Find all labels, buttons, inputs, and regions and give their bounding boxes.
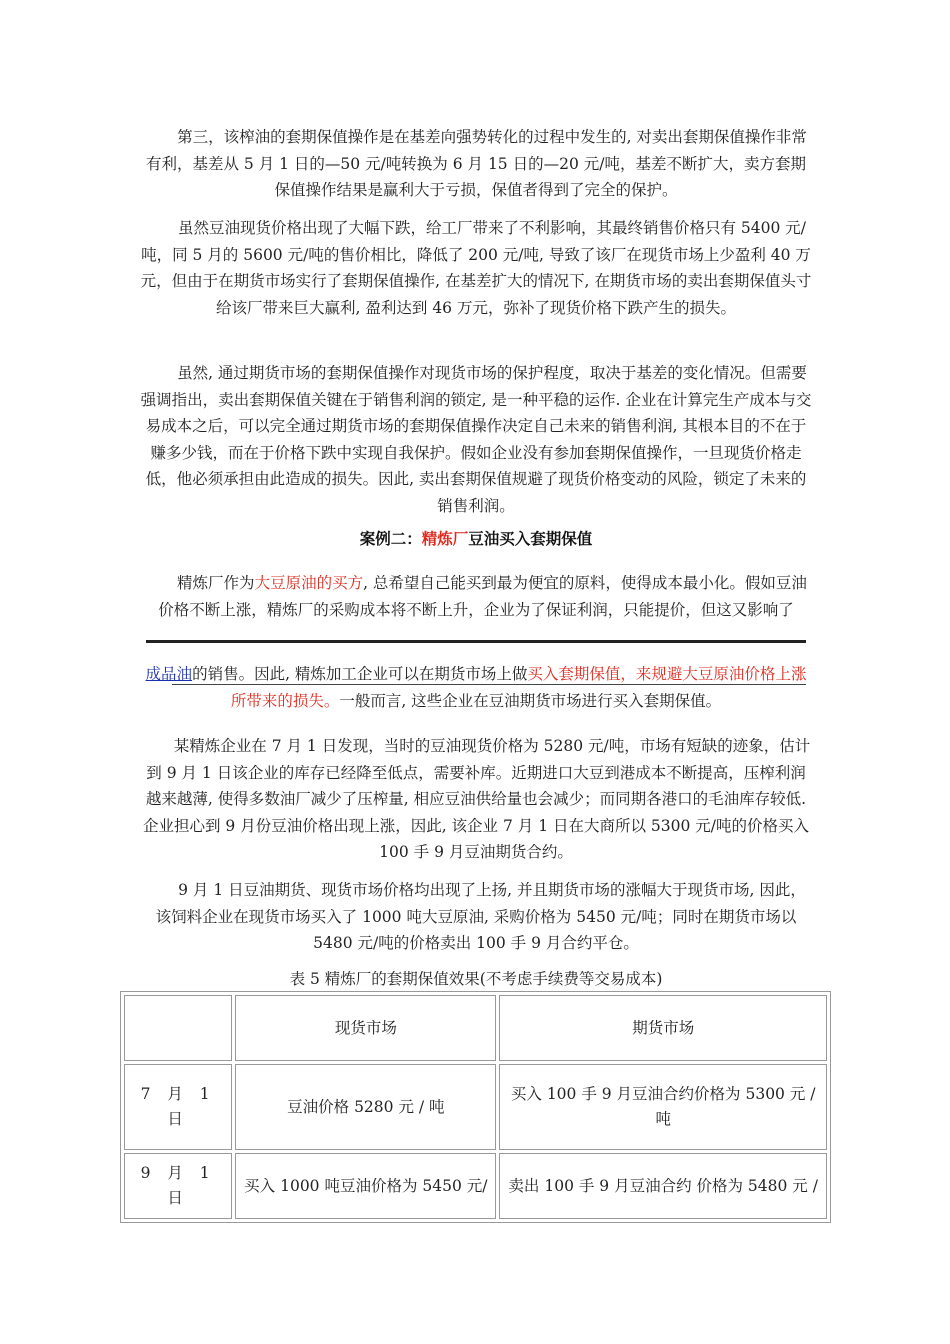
hedge-result-table [120, 991, 831, 1223]
table-row [124, 1153, 827, 1219]
paragraph-price-drop: 虽然豆油现货价格出现了大幅下跌，给工厂带来了不利影响，其最终销售价格只有 5400 元/吨，同 5 月的 5600 元/吨的售价相比，降低了 200 元/吨, 导致了该厂在现货市场上少盈利 40 万元，但由于在期货市场实行了套期保值操作, 在基差扩大的情况下, 在期货市场的卖出套期保值头寸给该厂带来巨大赢利, 盈利达到 46 万元，弥补了现货价格下跌产生的损失。 [140, 219, 812, 317]
table-cell-spot: 豆油价格 5280 元 / 吨 [235, 1064, 496, 1150]
table-header-cell: 现货市场 [235, 995, 496, 1061]
refinery-intro-text-a: 精炼厂作为 [177, 574, 255, 592]
refinery-intro-text-c: , 总希望自己能买到最为便宜的原料，使得成本最小化。假如豆油价格不断上涨，精炼厂的采购成本将不断上升，企业为了保证利润，只能提价，但这又影响了 [158, 574, 807, 619]
table-caption: 表 5 精炼厂的套期保值效果(不考虑手续费等交易成本) [289, 970, 663, 988]
refinery-sales-loss: 上涨所带来的损失。 [230, 665, 807, 710]
paragraph-hedge-summary: 虽然, 通过期货市场的套期保值操作对现货市场的保护程度，取决于基差的变化情况。但需要强调指出，卖出套期保值关键在于销售利润的锁定, 是一种平稳的运作. 企业在计算完生产成本与交易成本之后，可以完全通过期货市场的套期保值操作决定自己未来的销售利润, 其根本目的不在于赚多少钱，而在于价格下跌中实现自我保护。假如企业没有参加套期保值操作，一旦现货价格走低，他必须承担由此造成的损失。因此, 卖出套期保值规避了现货价格变动的风险，锁定了未来的销售利润。 [140, 364, 812, 515]
heading-highlight: 精炼厂 [421, 530, 469, 548]
paragraph-refinery-intro [140, 570, 812, 623]
heading-prefix: 案例二： [359, 530, 422, 548]
table-cell-spot: 买入 1000 吨豆油价格为 5450 元/ [235, 1153, 496, 1219]
table-header-row [124, 995, 827, 1061]
table-cell-date: 9 月 1 日 [124, 1153, 232, 1219]
case-two-heading [140, 527, 812, 549]
table-row [124, 1064, 827, 1150]
separator-rule [146, 640, 806, 643]
table-header-cell [124, 995, 232, 1061]
paragraph-refinery-sales [140, 661, 812, 714]
heading-suffix: 豆油买入套期保值 [468, 530, 593, 548]
refinery-sales-text-a: 的销售。因此, 精炼加工企业可以在期货市场上做 [192, 665, 528, 683]
paragraph-basis-analysis: 第三，该榨油的套期保值操作是在基差向强势转化的过程中发生的, 对卖出套期保值操作非常有利，基差从 5 月 1 日的—50 元/吨转换为 6 月 15 日的—20 元/吨，基差不断扩大，卖方套期保值操作结果是赢利大于亏损，保值者得到了完全的保护。 [146, 128, 807, 199]
paragraph-september-prices: 9 月 1 日豆油期货、现货市场价格均出现了上扬, 并且期货市场的涨幅大于现货市场, 因此，该饲料企业在现货市场买入了 1000 吨大豆原油, 采购价格为 5450 元/吨；同时在期货市场以 5480 元/吨的价格卖出 100 手 9 月合约平仓。 [155, 881, 806, 952]
table-cell-date: 7 月 1 日 [124, 1064, 232, 1150]
refinery-sales-text-d: 一般而言, 这些企业在豆油期货市场进行买入套期保值。 [339, 691, 722, 710]
underline-rule [172, 684, 806, 685]
finished-oil-link[interactable]: 成品油 [145, 665, 193, 683]
refinery-intro-buyer: 大豆原油的买方 [254, 574, 364, 592]
refinery-sales-hedge: 买入套期保值，来规避大豆原油价格 [527, 665, 776, 683]
paragraph-refinery-case: 某精炼企业在 7 月 1 日发现，当时的豆油现货价格为 5280 元/吨，市场有短缺的迹象，估计到 9 月 1 日该企业的库存已经降至低点，需要补库。近期进口大豆到港成本不断提高，压榨利润越来越薄, 使得多数油厂减少了压榨量, 相应豆油供给量也会减少；而同期各港口的毛油库存较低. 企业担心到 9 月份豆油价格出现上涨，因此, 该企业 7 月 1 日在大商所以 5300 元/吨的价格买入 100 手 9 月豆油期货合约。 [142, 737, 811, 861]
table-cell-futures: 买入 100 手 9 月豆油合约价格为 5300 元 / 吨 [499, 1064, 827, 1150]
table-cell-futures: 卖出 100 手 9 月豆油合约 价格为 5480 元 / [499, 1153, 827, 1219]
table-header-cell: 期货市场 [499, 995, 827, 1061]
